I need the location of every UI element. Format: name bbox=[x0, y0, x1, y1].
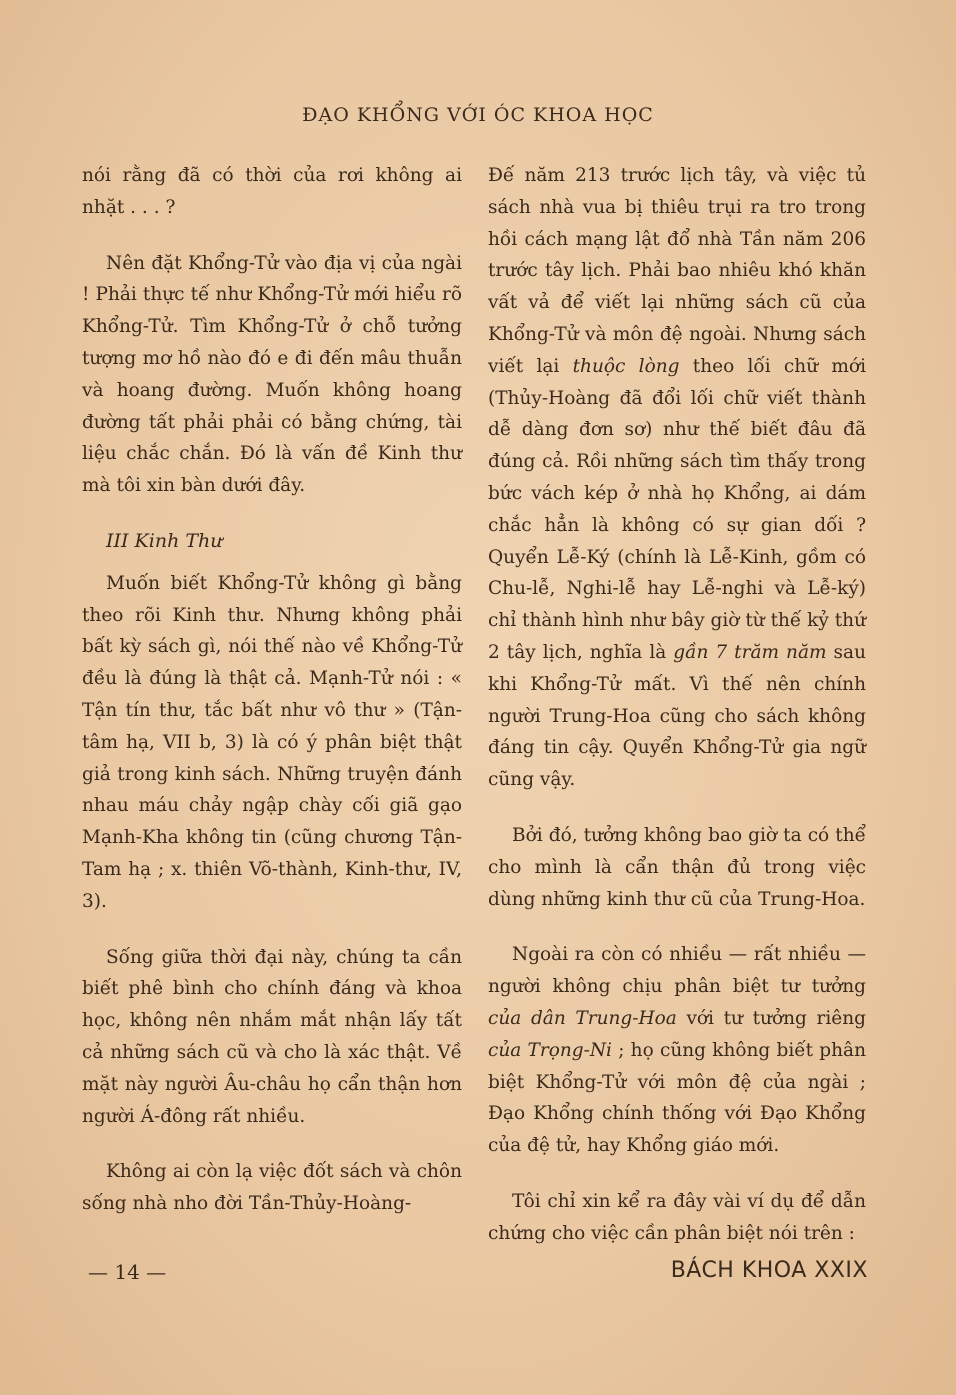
italic-text: gần 7 trăm năm bbox=[673, 641, 827, 663]
italic-text: thuộc lòng bbox=[572, 355, 680, 377]
paragraph bbox=[488, 939, 866, 1162]
paragraph: Nên đặt Khổng-Tử vào địa vị của ngài ! Phải thực tế như Khổng-Tử mới hiểu rõ Khổng-Tử. Tìm Khổng-Tử ở chỗ tưởng tượng mơ hồ nào đó e đi đến mâu thuẫn và hoang đường. Muốn không hoang đường tất phải phải có bằng chứng, tài liệu chắc chắn. Đó là vấn đề Kinh thư mà tôi xin bàn dưới đây. bbox=[82, 252, 462, 497]
text-span: ; họ cũng không biết phân biệt Khổng-Tử với môn đệ của ngài ; Đạo Khổng chính thống với Đạo Khổng của đệ tử, hay Khổng giáo mới. bbox=[488, 1039, 867, 1157]
paragraph: nói rằng đã có thời của rơi không ai nhặt . . . ? bbox=[82, 165, 462, 218]
text-span: sau khi Khổng-Tử mất. Vì thế nên chính người Trung-Hoa cũng cho sách không đáng tin cậy. Quyển Khổng-Tử gia ngữ cũng vậy. bbox=[488, 641, 866, 791]
text-span: theo lối chữ mới (Thủy-Hoàng đã đổi lối chữ viết thành dễ dàng đơn sơ) như thế biết đâu đã đúng cả. Rồi những sách tìm thấy trong bức vách kép ở nhà họ Khổng, ai dám chắc hẳn là không có sự gian dối ? Quyển Lễ-Ký (chính là Lễ-Kinh, gồm có Chu-lễ, Nghi-lễ hay Lễ-nghi và Lễ-ký) chỉ thành hình như bây giờ từ thế kỷ thứ 2 tây lịch, nghĩa là bbox=[488, 355, 866, 663]
left-column bbox=[82, 160, 462, 1244]
paragraph: Bởi đó, tưởng không bao giờ ta có thể cho mình là cẩn thận đủ trong việc dùng những kinh thư cũ của Trung-Hoa. bbox=[488, 824, 866, 910]
text-span: Ngoài ra còn có nhiều — rất nhiều — người không chịu phân biệt tư tưởng bbox=[488, 944, 866, 998]
italic-text: của dân Trung-Hoa bbox=[488, 1007, 677, 1029]
section-heading: III Kinh Thư bbox=[106, 529, 223, 552]
paragraph: Không ai còn lạ việc đốt sách và chôn sống nhà nho đời Tần-Thủy-Hoàng- bbox=[82, 1161, 462, 1215]
running-header: ĐẠO KHỔNG VỚI ÓC KHOA HỌC bbox=[302, 104, 654, 126]
paragraph bbox=[488, 160, 866, 796]
paragraph: Tôi chỉ xin kể ra đây vài ví dụ để dẫn chứng cho việc cần phân biệt nói trên : bbox=[488, 1190, 866, 1244]
text-span: với tư tưởng riêng bbox=[676, 1007, 866, 1029]
page-number: — 14 — bbox=[88, 1260, 167, 1284]
paragraph: Muốn biết Khổng-Tử không gì bằng theo rõi Kinh thư. Nhưng không phải bất kỳ sách gì, nói thế nào về Khổng-Tử đều là đúng là thật cả. Mạnh-Tử nói : « Tận tín thư, tắc bất như vô thư » (Tận-tâm hạ, VII b, 3) là có ý phân biệt thật giả trong kinh sách. Những truyện đánh nhau máu chảy ngập chày cối giã gạo Mạnh-Kha không tin (cũng chương Tận-Tam hạ ; x. thiên Võ-thành, Kinh-thư, IV, 3). bbox=[82, 572, 462, 912]
italic-text: của Trọng-Ni bbox=[488, 1039, 612, 1061]
text-span: Đế năm 213 trước lịch tây, và việc tủ sách nhà vua bị thiêu trụi ra tro trong hồi cách mạng lật đổ nhà Tần năm 206 trước tây lịch. Phải bao nhiêu khó khăn vất vả để viết lại những sách cũ của Khổng-Tử và môn đệ ngoài. Nhưng sách viết lại bbox=[488, 165, 866, 377]
paragraph: Sống giữa thời đại này, chúng ta cần biết phê bình cho chính đáng và khoa học, không nên nhắm mắt nhận lấy tất cả những sách cũ và cho là xác thật. Về mặt này người Âu-châu họ cẩn thận hơn người Á-đông rất nhiều. bbox=[82, 946, 462, 1127]
publication-name: BÁCH KHOA XXIX bbox=[670, 1258, 868, 1283]
right-column bbox=[488, 160, 866, 1274]
